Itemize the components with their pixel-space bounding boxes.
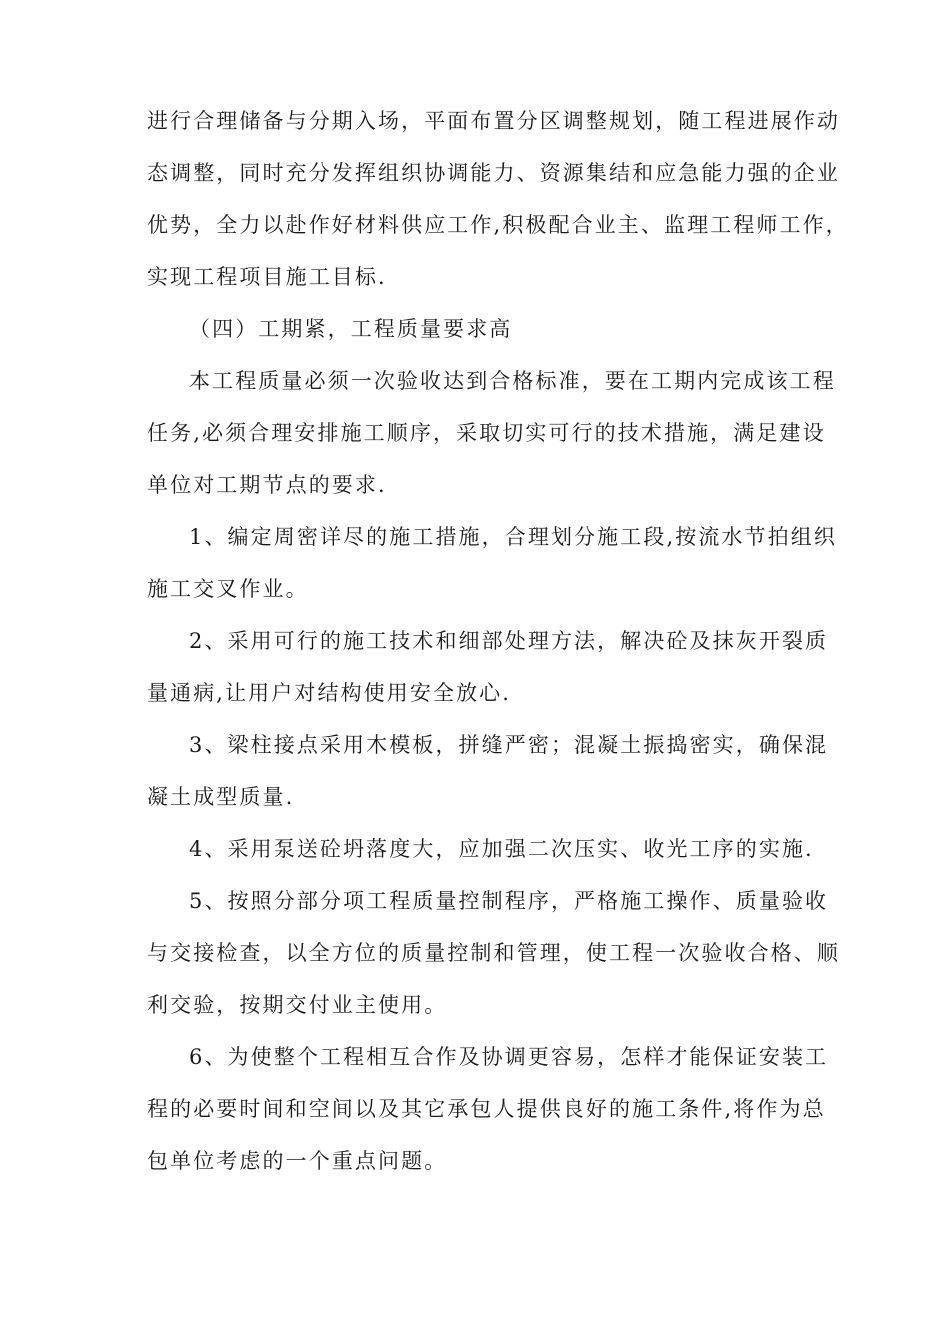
text-line: 量通病,让用户对结构使用安全放心. [147,681,512,705]
list-item-4: 4、采用泵送砼坍落度大，应加强二次压实、收光工序的实施. [189,837,814,861]
text-line: 凝土成型质量. [147,785,295,809]
text-line: 实现工程项目施工目标. [147,265,387,289]
text-line: 利交验，按期交付业主使用。 [147,993,448,1017]
list-item-6: 6、为使整个工程相互合作及协调更容易，怎样才能保证安装工 [189,1045,829,1069]
text-line: 单位对工期节点的要求. [147,473,387,497]
list-item-1: 1、编定周密详尽的施工措施，合理划分施工段,按流水节拍组织 [189,525,837,549]
text-line: 进行合理储备与分期入场，平面布置分区调整规划，随工程进展作动 [147,109,840,133]
text-line: 程的必要时间和空间以及其它承包人提供良好的施工条件,将作为总 [147,1097,826,1121]
text-line: 与交接检查，以全方位的质量控制和管理，使工程一次验收合格、顺 [147,941,840,965]
paragraph-first-line: 本工程质量必须一次验收达到合格标准，要在工期内完成该工程 [189,369,836,393]
list-item-5: 5、按照分部分项工程质量控制程序，严格施工操作、质量验收 [189,889,829,913]
section-heading: （四）工期紧，工程质量要求高 [189,317,513,341]
text-line: 任务,必须合理安排施工顺序，采取切实可行的技术措施，满足建设 [147,421,826,445]
text-line: 优势，全力以赴作好材料供应工作,积极配合业主、监理工程师工作， [147,213,849,237]
list-item-2: 2、采用可行的施工技术和细部处理方法，解决砼及抹灰开裂质 [189,629,829,653]
text-line: 态调整，同时充分发挥组织协调能力、资源集结和应急能力强的企业 [147,161,840,185]
text-line: 包单位考虑的一个重点问题。 [147,1149,448,1173]
text-line: 施工交叉作业。 [147,577,309,601]
list-item-3: 3、梁柱接点采用木模板，拼缝严密；混凝土振捣密实，确保混 [189,733,829,757]
